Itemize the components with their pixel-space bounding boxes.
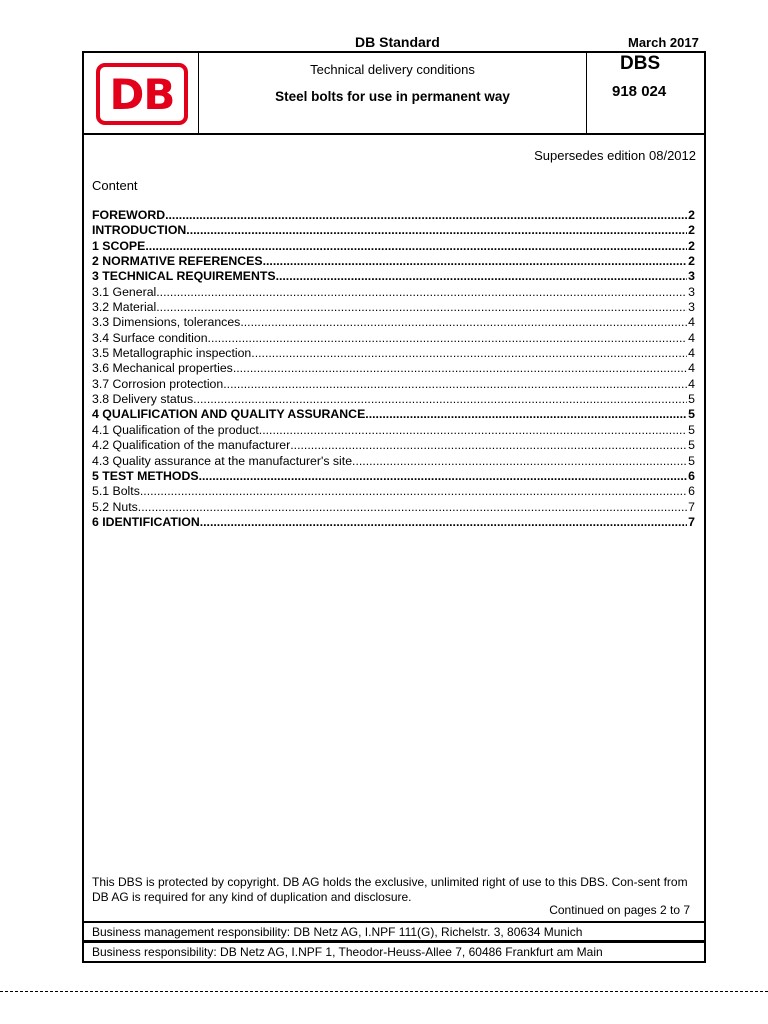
toc-entry-page: 2	[688, 238, 695, 253]
header-box	[82, 51, 706, 135]
logo-cell	[84, 53, 199, 133]
toc-entry-page: 7	[688, 499, 695, 514]
toc-entry-page: 3	[688, 284, 695, 299]
toc-entry-title: 4.1 Qualification of the product	[92, 422, 259, 437]
toc-leader-dots	[145, 239, 687, 254]
toc-entry[interactable]	[92, 438, 695, 453]
toc-entry-title: INTRODUCTION	[92, 223, 187, 238]
toc-entry-page: 5	[688, 453, 695, 468]
toc-entry-page: 4	[688, 330, 695, 345]
toc-entry-title: 3.3 Dimensions, tolerances	[92, 315, 241, 330]
toc-entry-page: 3	[688, 300, 695, 315]
toc-entry-page: 3	[688, 269, 695, 284]
toc-entry[interactable]	[92, 407, 695, 422]
toc-leader-dots	[138, 500, 687, 515]
toc-entry[interactable]	[92, 315, 695, 330]
toc-entry-title: 2 NORMATIVE REFERENCES	[92, 254, 263, 269]
toc-entry[interactable]	[92, 346, 695, 361]
toc-entry[interactable]	[92, 515, 695, 530]
table-of-contents	[92, 208, 695, 530]
toc-leader-dots	[193, 392, 687, 407]
dbs-cell	[587, 53, 704, 133]
toc-leader-dots	[365, 407, 687, 422]
supersedes-note: Supersedes edition 08/2012	[534, 148, 696, 163]
toc-entry-page: 7	[688, 514, 695, 529]
toc-entry-title: 4.2 Qualification of the manufacturer	[92, 438, 291, 453]
toc-entry[interactable]	[92, 331, 695, 346]
toc-entry-page: 2	[688, 254, 695, 269]
db-logo: DB	[96, 63, 188, 125]
toc-entry[interactable]	[92, 377, 695, 392]
title-cell	[199, 53, 587, 133]
copyright-notice: This DBS is protected by copyright. DB AG holds the exclusive, unlimited right of use to this DBS. Con-sent from DB AG is required for any kind of duplication and disclosure.	[92, 875, 688, 904]
toc-entry-title: 6 IDENTIFICATION	[92, 514, 200, 529]
toc-entry-title: 3.7 Corrosion protection	[92, 376, 224, 391]
toc-entry-title: 5.1 Bolts	[92, 484, 140, 499]
toc-leader-dots	[223, 377, 687, 392]
toc-leader-dots	[290, 438, 687, 453]
toc-leader-dots	[186, 223, 687, 238]
dbs-number: 918 024	[612, 83, 667, 100]
toc-entry[interactable]	[92, 208, 695, 223]
toc-entry-page: 4	[688, 315, 695, 330]
toc-entry-title: 3.8 Delivery status	[92, 392, 194, 407]
toc-entry[interactable]	[92, 254, 695, 269]
toc-entry-title: FOREWORD	[92, 208, 166, 222]
toc-entry-page: 6	[688, 484, 695, 499]
toc-leader-dots	[251, 346, 687, 361]
document-date: March 2017	[628, 35, 699, 50]
content-heading: Content	[92, 178, 138, 193]
toc-entry-title: 5.2 Nuts	[92, 499, 138, 514]
toc-leader-dots	[263, 254, 688, 269]
toc-entry-page: 2	[688, 208, 695, 222]
toc-leader-dots	[233, 361, 687, 376]
toc-entry-title: 4.3 Quality assurance at the manufacturer's site	[92, 453, 353, 468]
document-subtitle: Technical delivery conditions	[310, 62, 475, 77]
dbs-label: DBS	[620, 53, 661, 74]
page-separator	[0, 991, 768, 992]
toc-entry-page: 5	[688, 407, 695, 422]
toc-entry[interactable]	[92, 454, 695, 469]
toc-entry[interactable]	[92, 361, 695, 376]
toc-entry-title: 3.5 Metallographic inspection	[92, 346, 252, 361]
continued-note: Continued on pages 2 to 7	[549, 903, 690, 917]
document-title: Steel bolts for use in permanent way	[275, 89, 510, 104]
toc-entry-title: 4 QUALIFICATION AND QUALITY ASSURANCE	[92, 407, 366, 422]
toc-leader-dots	[208, 331, 688, 346]
toc-leader-dots	[156, 285, 687, 300]
footer-responsibility: Business responsibility: DB Netz AG, I.NPF 1, Theodor-Heuss-Allee 7, 60486 Frankfurt am Main	[82, 942, 706, 963]
toc-entry[interactable]	[92, 392, 695, 407]
toc-entry[interactable]	[92, 500, 695, 515]
toc-leader-dots	[276, 269, 688, 284]
toc-entry[interactable]	[92, 469, 695, 484]
toc-entry-title: 3.6 Mechanical properties	[92, 361, 233, 376]
toc-entry-page: 5	[688, 438, 695, 453]
toc-entry[interactable]	[92, 223, 695, 238]
toc-entry-page: 4	[688, 346, 695, 361]
toc-leader-dots	[156, 300, 687, 315]
toc-entry-title: 3 TECHNICAL REQUIREMENTS	[92, 269, 276, 284]
toc-leader-dots	[165, 208, 687, 223]
toc-entry-title: 1 SCOPE	[92, 238, 146, 253]
toc-leader-dots	[240, 315, 687, 330]
toc-entry-page: 4	[688, 376, 695, 391]
toc-leader-dots	[352, 454, 687, 469]
footer-management: Business management responsibility: DB Netz AG, I.NPF 111(G), Richelstr. 3, 80634 Munich	[82, 921, 706, 942]
toc-leader-dots	[199, 469, 688, 484]
toc-entry-page: 5	[688, 422, 695, 437]
toc-leader-dots	[140, 484, 687, 499]
toc-entry[interactable]	[92, 300, 695, 315]
toc-entry-title: 3.2 Material	[92, 300, 157, 315]
toc-entry-title: 3.4 Surface condition	[92, 330, 208, 345]
toc-entry-page: 5	[688, 392, 695, 407]
toc-entry-page: 2	[688, 223, 695, 238]
toc-leader-dots	[200, 515, 687, 530]
toc-leader-dots	[259, 423, 687, 438]
toc-entry[interactable]	[92, 285, 695, 300]
toc-entry-title: 5 TEST METHODS	[92, 468, 199, 483]
toc-entry-title: 3.1 General	[92, 284, 157, 299]
toc-entry[interactable]	[92, 484, 695, 499]
standard-label: DB Standard	[355, 34, 440, 50]
toc-entry-page: 4	[688, 361, 695, 376]
toc-entry[interactable]	[92, 269, 695, 284]
toc-entry[interactable]	[92, 423, 695, 438]
toc-entry[interactable]	[92, 239, 695, 254]
toc-entry-page: 6	[688, 468, 695, 483]
